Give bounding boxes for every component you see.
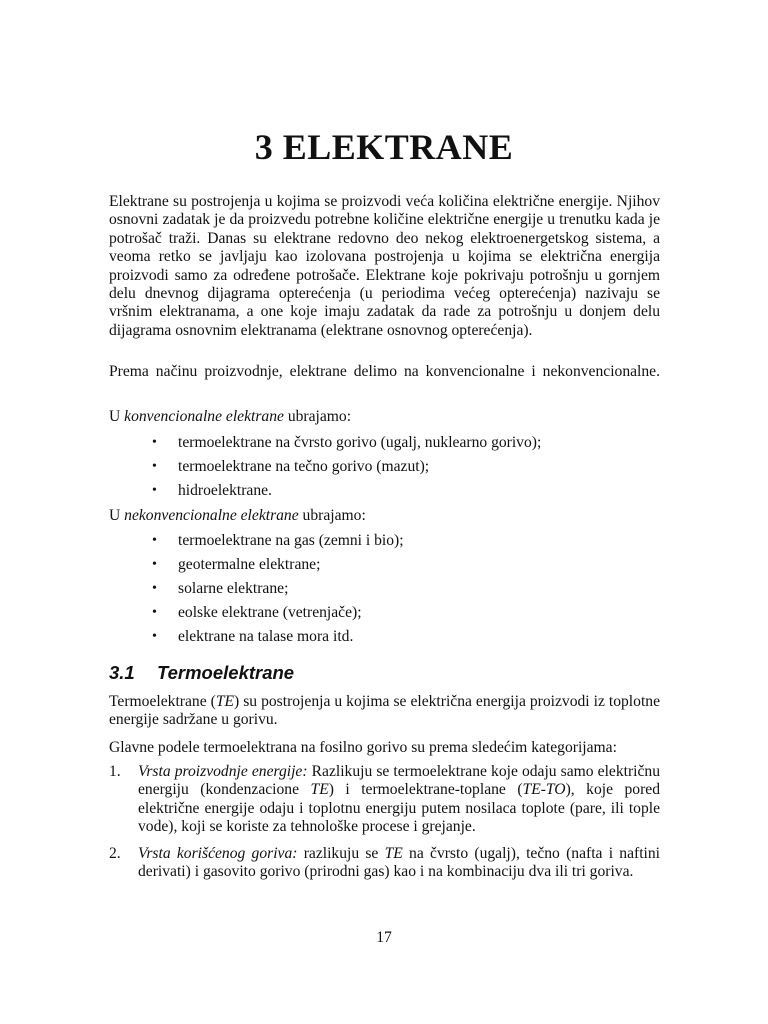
chapter-title: 3 ELEKTRANE — [254, 127, 514, 167]
bullet-icon: • — [152, 557, 157, 572]
unconventional-list — [150, 531, 650, 651]
conventional-intro: U konvencionalne elektrane ubrajamo: — [109, 408, 352, 425]
intro-paragraph: Elektrane su postrojenja u kojima se proizvodi veća količina električne energije. Njihov osnovni zadatak je da proizvedu potrebne količine električne energije u trenutku kada je potrošač traži. Danas su elektrane redovno deo nekog elektroenergetskog sistema, a veoma retko se javljaju kao izolovana postrojenja u kojima se električna energija proizvodi samo za određene potrošače. Elektrane koje pokrivaju potrošnju u gornjem delu dnevnog dijagrama opterećenja (u periodima većeg opterećenja) nazivaju se vršnim elektranama, a one koje imaju zadatak da rade za potrošnju u donjem delu dijagrama osnovnim elektranama (elektrane osnovnog opterećenja). — [109, 193, 660, 339]
page-number: 17 — [376, 929, 392, 946]
bullet-icon: • — [152, 483, 157, 498]
list-item: • solarne elektrane; — [152, 580, 289, 597]
categories-intro: Glavne podele termoelektrana na fosilno gorivo su prema sledećim kategorijama: — [109, 739, 617, 756]
numbered-item-2 — [109, 845, 660, 882]
list-item: • termoelektrane na čvrsto gorivo (ugalj, nuklearno gorivo); — [152, 434, 542, 451]
bullet-icon: • — [152, 435, 157, 450]
list-item: • elektrane na talase mora itd. — [152, 628, 354, 645]
section-title: Termoelektrane — [157, 662, 295, 683]
conventional-term: konvencionalne elektrane — [124, 408, 284, 425]
conventional-list — [150, 433, 650, 505]
list-item: • termoelektrane na tečno gorivo (mazut); — [152, 458, 430, 475]
list-item: • termoelektrane na gas (zemni i bio); — [152, 532, 404, 549]
section-heading — [109, 662, 294, 684]
te-paragraph: Termoelektrane (TE) su postrojenja u kojima se električna energija proizvodi iz toplotne energije sadržane u gorivu. — [109, 693, 660, 729]
unconventional-term: nekonvencionalne elektrane — [124, 507, 299, 524]
bullet-icon: • — [152, 581, 157, 596]
item-text: Vrsta korišćenog goriva: razlikuju se TE na čvrsto (ugalj), tečno (nafta i naftini derivati) i gasovito gorivo (prirodni gas) kao i na kombinaciju dva ili tri goriva. — [138, 845, 660, 881]
division-paragraph: Prema načinu proizvodnje, elektrane delimo na konvencionalne i nekonvencionalne. — [109, 363, 660, 380]
item-text: Vrsta proizvodnje energije: Razlikuju se termoelektrane koje odaju samo električnu energiju (kondenzacione TE) i termoelektrane-toplane (TE-TO), koje pored električne energije odaju i toplotnu energiju putem nosilaca toplote (pare, ili tople vode), koji se koriste za tehnološke procese i grejanje. — [138, 763, 661, 836]
bullet-icon: • — [152, 629, 157, 644]
item-number: 2. — [109, 845, 121, 862]
list-item: • hidroelektrane. — [152, 482, 272, 499]
bullet-icon: • — [152, 533, 157, 548]
item-number: 1. — [109, 763, 121, 780]
bullet-icon: • — [152, 605, 157, 620]
bullet-icon: • — [152, 459, 157, 474]
unconventional-intro: U nekonvencionalne elektrane ubrajamo: — [109, 507, 366, 524]
list-item: • geotermalne elektrane; — [152, 556, 321, 573]
list-item: • eolske elektrane (vetrenjače); — [152, 604, 362, 621]
numbered-item-1 — [109, 763, 660, 837]
section-number: 3.1 — [109, 662, 135, 683]
